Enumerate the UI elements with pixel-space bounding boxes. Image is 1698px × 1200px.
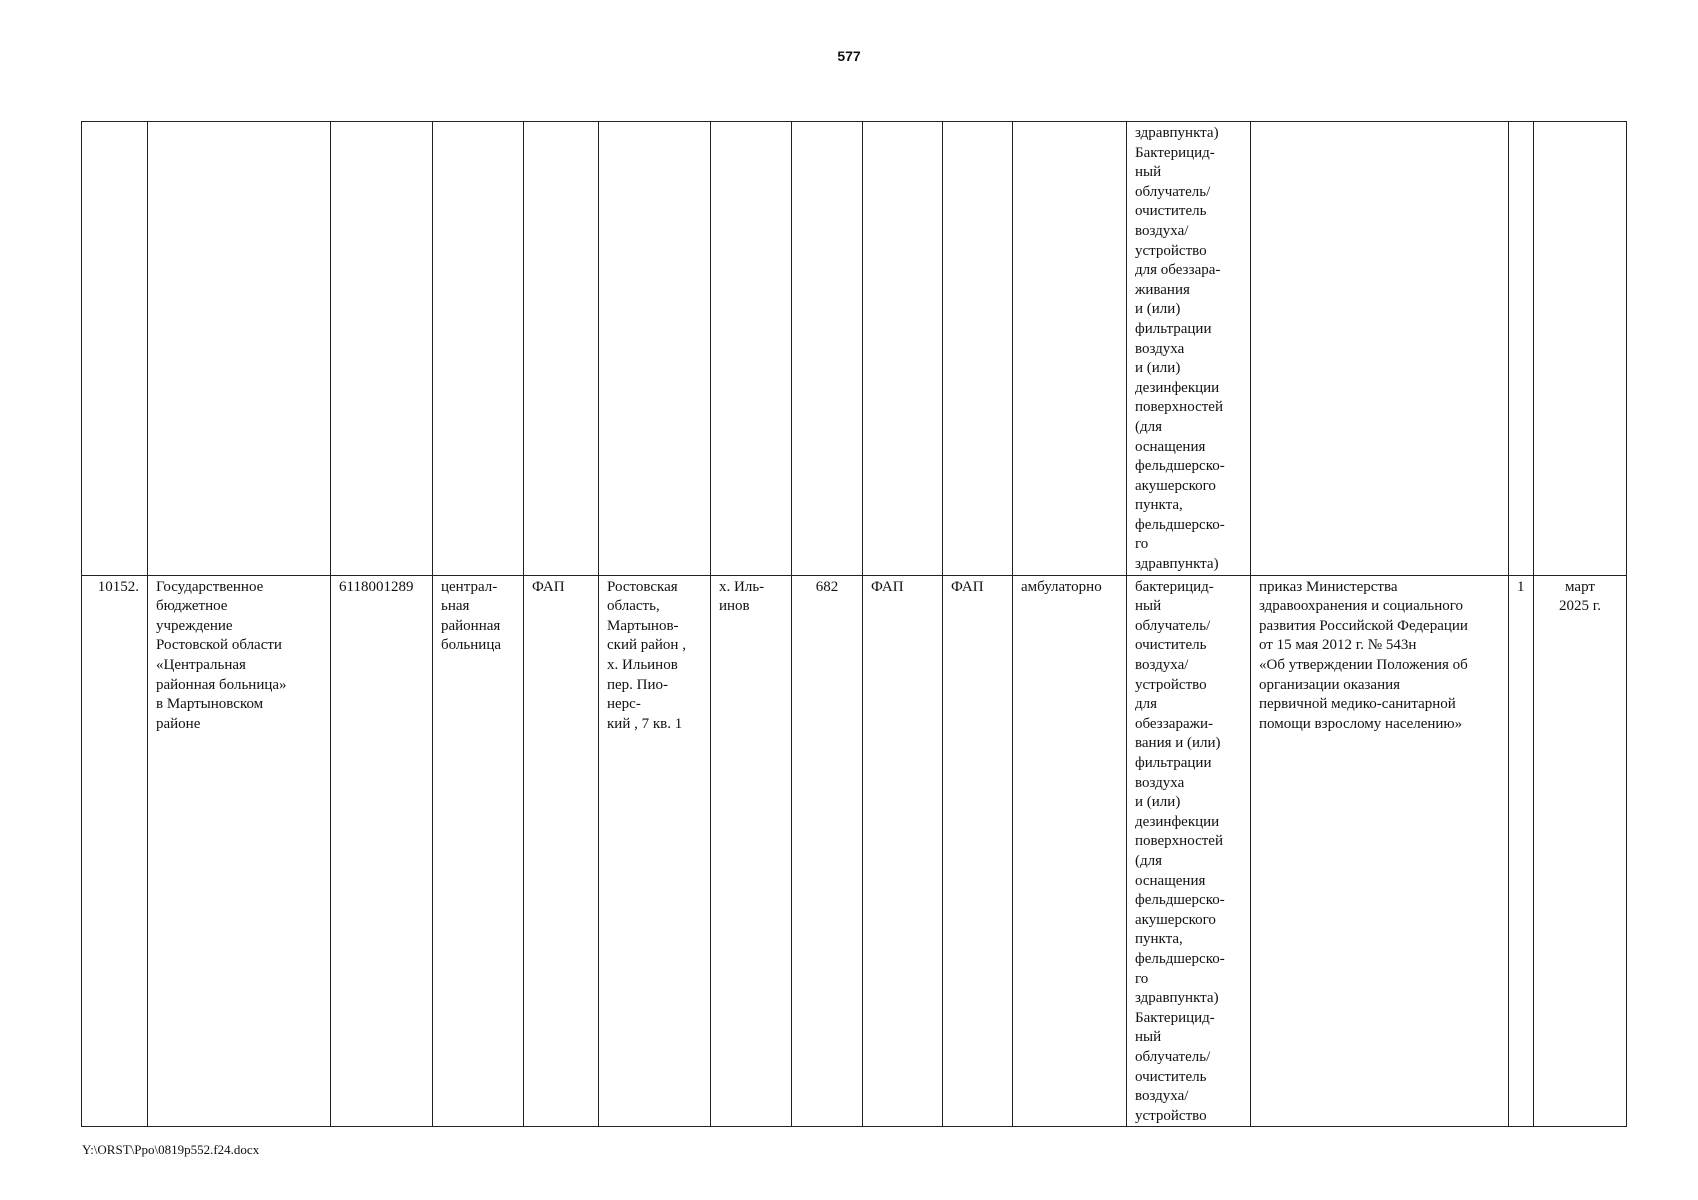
cell-empty (82, 122, 148, 576)
table-row (82, 575, 1627, 1127)
cell-unit-type: ФАП (524, 575, 599, 1127)
cell-empty (1251, 122, 1509, 576)
page-number: 577 (837, 48, 861, 64)
cell-population: 682 (792, 575, 863, 1127)
cell-deadline: март 2025 г. (1534, 575, 1627, 1127)
cell-inn: 6118001289 (331, 575, 433, 1127)
equipment-table (81, 121, 1627, 1127)
cell-equipment-continued: здравпункта) Бактерицид- ный облучатель/ очиститель воздуха/ устройство для обеззара- живания и (или) фильтрации воздуха и (или) дезинфекции поверхностей (для оснащения фельдшерско- акушерского пункта, фельдшерско- го здравпункта) (1127, 122, 1251, 576)
cell-empty (148, 122, 331, 576)
cell-empty (711, 122, 792, 576)
cell-equipment: бактерицид- ный облучатель/ очиститель воздуха/ устройство для обеззаражи- вания и (или) фильтрации воздуха и (или) дезинфекции поверхностей (для оснащения фельдшерско- акушерского пункта, фельдшерско- го здравпункта) Бактерицид- ный облучатель/ очиститель воздуха/ устройство (1127, 575, 1251, 1127)
cell-quantity: 1 (1509, 575, 1534, 1127)
footer-file-path: Y:\ORST\Ppo\0819p552.f24.docx (82, 1142, 260, 1157)
cell-care-form: амбулаторно (1013, 575, 1127, 1127)
cell-unit-kind-2: ФАП (943, 575, 1013, 1127)
cell-empty (331, 122, 433, 576)
cell-index: 10152. (82, 575, 148, 1127)
cell-empty (599, 122, 711, 576)
cell-empty (863, 122, 943, 576)
cell-locality: х. Иль- инов (711, 575, 792, 1127)
cell-empty (943, 122, 1013, 576)
cell-address: Ростовская область, Мартынов- ский район , х. Ильинов пер. Пио- нерс- кий , 7 кв. 1 (599, 575, 711, 1127)
cell-empty (1509, 122, 1534, 576)
cell-org-type: централ- ьная районная больница (433, 575, 524, 1127)
cell-basis: приказ Министерства здравоохранения и социального развития Российской Федерации от 15 мая 2012 г. № 543н «Об утверждении Положения об организации оказания первичной медико-санитарной помощи взрослому населению» (1251, 575, 1509, 1127)
cell-empty (1534, 122, 1627, 576)
table-row-continuation (82, 122, 1627, 576)
cell-organization: Государственное бюджетное учреждение Ростовской области «Центральная районная больница» в Мартыновском районе (148, 575, 331, 1127)
cell-empty (792, 122, 863, 576)
cell-unit-kind-1: ФАП (863, 575, 943, 1127)
cell-empty (1013, 122, 1127, 576)
cell-empty (433, 122, 524, 576)
cell-empty (524, 122, 599, 576)
